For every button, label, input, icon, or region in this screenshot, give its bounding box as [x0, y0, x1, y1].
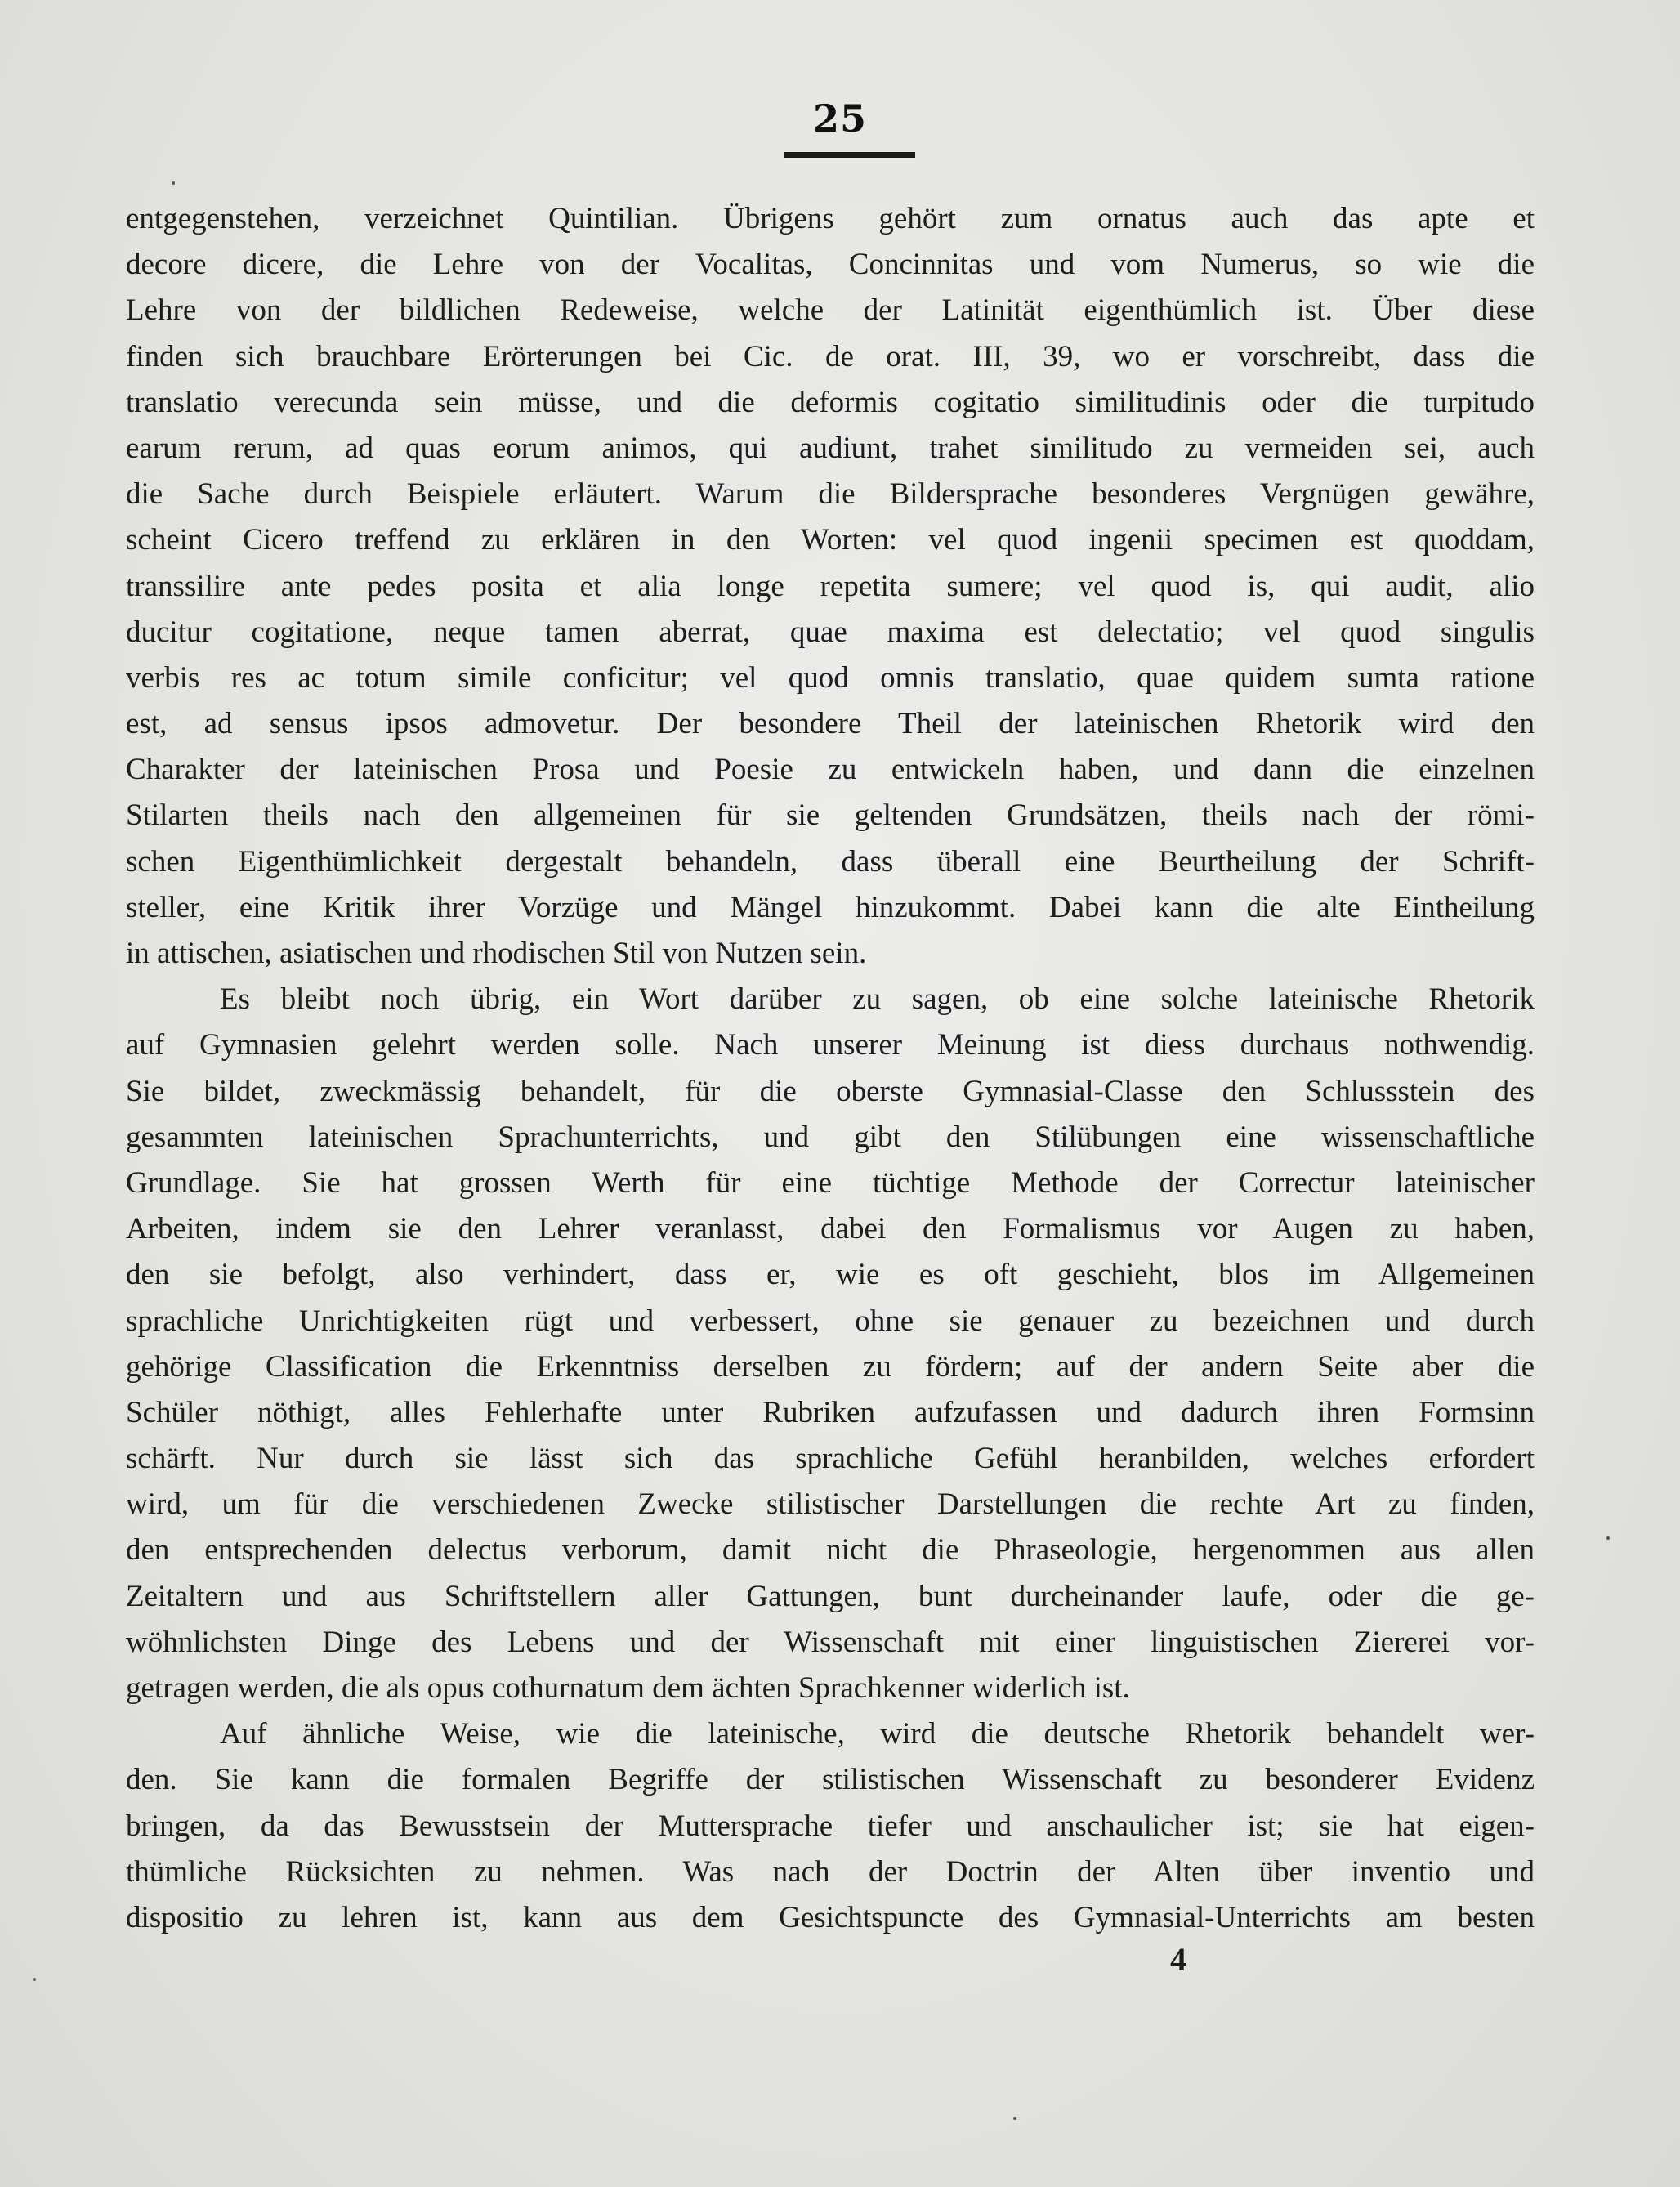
scan-speck [172, 181, 175, 185]
text-line: earum rerum, ad quas eorum animos, qui audiunt, trahet similitudo zu vermeiden sei, auch [126, 431, 1535, 465]
scan-speck [1606, 1536, 1610, 1540]
text-line: scheint Cicero treffend zu erklären in den Worten: vel quod ingenii specimen est quoddam, [126, 523, 1535, 557]
text-line: gesammten lateinischen Sprachunterrichts, und gibt den Stilübungen eine wissenschaftliche [126, 1120, 1535, 1154]
text-line: wird, um für die verschiedenen Zwecke stilistischer Darstellungen die rechte Art zu finden, [126, 1487, 1535, 1522]
scan-speck [1013, 2117, 1016, 2120]
body-text [126, 196, 1535, 1941]
signature-mark: 4 [1170, 1941, 1186, 1978]
text-line: Lehre von der bildlichen Redeweise, welche der Latinität eigenthümlich ist. Über diese [126, 293, 1535, 328]
text-line: ducitur cogitatione, neque tamen aberrat, quae maxima est delectatio; vel quod singulis [126, 615, 1535, 649]
text-line: thümliche Rücksichten zu nehmen. Was nach der Doctrin der Alten über inventio und [126, 1854, 1535, 1889]
text-line: wöhnlichsten Dinge des Lebens und der Wissenschaft mit einer linguistischen Ziererei vor- [126, 1625, 1535, 1659]
text-line: Stilarten theils nach den allgemeinen für sie geltenden Grundsätzen, theils nach der römi- [126, 798, 1535, 833]
text-line: Charakter der lateinischen Prosa und Poesie zu entwickeln haben, und dann die einzelnen [126, 753, 1535, 787]
text-line: Schüler nöthigt, alles Fehlerhafte unter Rubriken aufzufassen und dadurch ihren Formsinn [126, 1395, 1535, 1429]
scan-speck [33, 1978, 36, 1981]
text-line: bringen, da das Bewusstsein der Muttersprache tiefer und anschaulicher ist; sie hat eigen- [126, 1809, 1535, 1843]
text-line: Zeitaltern und aus Schriftstellern aller Gattungen, bunt durcheinander laufe, oder die ge- [126, 1579, 1535, 1613]
header-rule [784, 152, 915, 158]
text-line: transsilire ante pedes posita et alia longe repetita sumere; vel quod is, qui audit, alio [126, 569, 1535, 603]
text-line: decore dicere, die Lehre von der Vocalitas, Concinnitas und vom Numerus, so wie die [126, 248, 1535, 282]
text-line: finden sich brauchbare Erörterungen bei Cic. de orat. III, 39, wo er vorschreibt, dass die [126, 339, 1535, 373]
text-line: den entsprechenden delectus verborum, damit nicht die Phraseologie, hergenommen aus allen [126, 1533, 1535, 1568]
text-line: auf Gymnasien gelehrt werden solle. Nach unserer Meinung ist diess durchaus nothwendig. [126, 1028, 1535, 1062]
text-line: den sie befolgt, also verhindert, dass er, wie es oft geschieht, blos im Allgemeinen [126, 1258, 1535, 1292]
text-line: sprachliche Unrichtigkeiten rügt und verbessert, ohne sie genauer zu bezeichnen und durch [126, 1304, 1535, 1338]
text-line: getragen werden, die als opus cothurnatum dem ächten Sprachkenner widerlich ist. [126, 1671, 1130, 1705]
page-number: 25 [812, 96, 867, 141]
text-line: den. Sie kann die formalen Begriffe der stilistischen Wissenschaft zu besonderer Evidenz [126, 1763, 1535, 1797]
text-line: dispositio zu lehren ist, kann aus dem Gesichtspuncte des Gymnasial-Unterrichts am besten [126, 1900, 1535, 1934]
text-line: translatio verecunda sein müsse, und die deformis cogitatio similitudinis oder die turpitudo [126, 385, 1535, 419]
text-line: in attischen, asiatischen und rhodischen Stil von Nutzen sein. [126, 937, 867, 970]
text-line: Grundlage. Sie hat grossen Werth für eine tüchtige Methode der Correctur lateinischer [126, 1165, 1535, 1200]
text-line: Auf ähnliche Weise, wie die lateinische, wird die deutsche Rhetorik behandelt wer- [220, 1717, 1535, 1751]
text-line: entgegenstehen, verzeichnet Quintilian. Übrigens gehört zum ornatus auch das apte et [126, 202, 1535, 235]
text-line: schärft. Nur durch sie lässt sich das sprachliche Gefühl heranbilden, welches erfordert [126, 1442, 1535, 1476]
text-line: die Sache durch Beispiele erläutert. Warum die Bildersprache besonderes Vergnügen gewähre, [126, 477, 1535, 512]
text-line: gehörige Classification die Erkenntniss derselben zu fördern; auf der andern Seite aber die [126, 1349, 1535, 1384]
text-line: schen Eigenthümlichkeit dergestalt behandeln, dass überall eine Beurtheilung der Schrift- [126, 844, 1535, 879]
text-line: Es bleibt noch übrig, ein Wort darüber zu sagen, ob eine solche lateinische Rhetorik [220, 982, 1535, 1017]
text-line: Sie bildet, zweckmässig behandelt, für die oberste Gymnasial-Classe den Schlussstein des [126, 1074, 1535, 1108]
text-line: verbis res ac totum simile conficitur; vel quod omnis translatio, quae quidem sumta ratione [126, 660, 1535, 695]
text-line: est, ad sensus ipsos admovetur. Der besondere Theil der lateinischen Rhetorik wird den [126, 707, 1535, 741]
page-header [0, 96, 1680, 141]
text-line: Arbeiten, indem sie den Lehrer veranlasst, dabei den Formalismus vor Augen zu haben, [126, 1212, 1535, 1246]
text-line: steller, eine Kritik ihrer Vorzüge und Mängel hinzukommt. Dabei kann die alte Eintheilung [126, 890, 1535, 924]
